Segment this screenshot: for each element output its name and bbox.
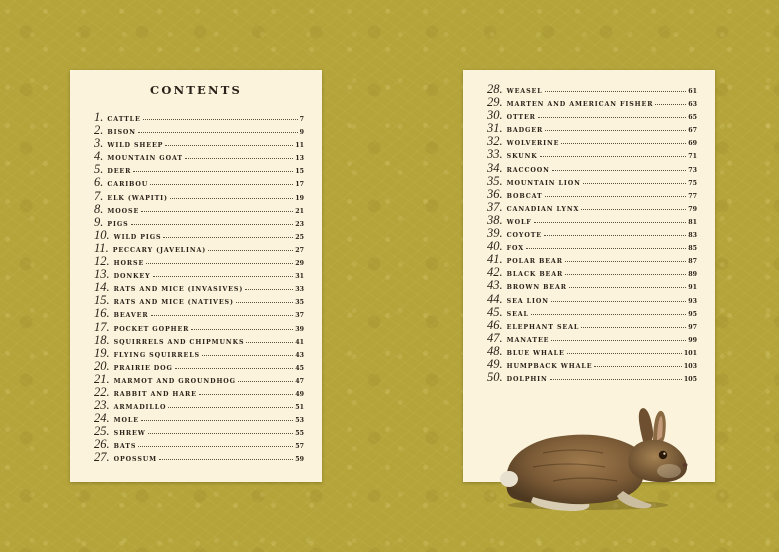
toc-leader-dots (159, 459, 293, 460)
toc-entry-label: SHREW (113, 430, 146, 438)
toc-entry (94, 189, 304, 202)
toc-entry (487, 370, 697, 383)
toc-entry-label: WOLF (506, 218, 532, 226)
toc-entry-page: 57 (295, 443, 304, 451)
toc-entry-number: 43. (487, 278, 503, 293)
toc-entry (94, 411, 304, 424)
toc-entry-number: 46. (487, 317, 503, 332)
toc-entry-label: SQUIRRELS AND CHIPMUNKS (113, 338, 245, 346)
toc-list-left (94, 110, 304, 464)
toc-leader-dots (545, 196, 687, 197)
toc-entry-label: POCKET GOPHER (113, 325, 190, 333)
toc-leader-dots (245, 289, 293, 290)
toc-entry-number: 38. (487, 212, 503, 227)
toc-entry (487, 344, 697, 357)
toc-entry-label: MARTEN AND AMERICAN FISHER (506, 101, 654, 109)
toc-entry-number: 6. (94, 175, 104, 190)
toc-leader-dots (143, 119, 298, 120)
toc-leader-dots (175, 368, 293, 369)
toc-entry-label: BLACK BEAR (506, 271, 564, 279)
toc-leader-dots (165, 145, 293, 146)
toc-entry-label: MOOSE (107, 207, 140, 215)
toc-list-right (487, 82, 697, 383)
toc-leader-dots (202, 355, 293, 356)
toc-leader-dots (131, 224, 294, 225)
toc-entry-page: 41 (295, 338, 304, 346)
toc-entry-number: 31. (487, 121, 503, 136)
toc-entry-page: 83 (688, 232, 697, 240)
toc-leader-dots (552, 170, 686, 171)
toc-entry-page: 63 (688, 101, 697, 109)
toc-entry-label: BISON (107, 129, 136, 137)
toc-entry (94, 123, 304, 136)
toc-entry-label: FOX (506, 245, 525, 253)
toc-entry-number: 47. (487, 330, 503, 345)
toc-entry (487, 357, 697, 370)
toc-entry-label: RATS AND MICE (INVASIVES) (113, 286, 244, 294)
toc-leader-dots (545, 130, 686, 131)
toc-entry-number: 12. (94, 254, 110, 269)
toc-entry-number: 28. (487, 82, 503, 96)
toc-entry (487, 331, 697, 344)
toc-leader-dots (538, 117, 686, 118)
toc-entry-number: 27. (94, 450, 110, 465)
toc-entry-number: 5. (94, 162, 104, 177)
toc-entry-label: PIGS (107, 220, 129, 228)
toc-entry-page: 73 (688, 166, 697, 174)
toc-entry-label: CARIBOU (107, 181, 149, 189)
toc-entry-number: 21. (94, 371, 110, 386)
toc-entry (94, 346, 304, 359)
toc-entry (94, 215, 304, 228)
toc-entry-label: RACCOON (506, 166, 550, 174)
toc-entry-page: 61 (688, 88, 697, 95)
toc-leader-dots (583, 183, 686, 184)
toc-entry-number: 48. (487, 343, 503, 358)
toc-entry-page: 69 (688, 140, 697, 148)
toc-leader-dots (163, 237, 293, 238)
toc-entry-page: 11 (295, 142, 304, 150)
toc-leader-dots (531, 314, 686, 315)
toc-entry-number: 34. (487, 160, 503, 175)
toc-entry-page: 101 (683, 349, 697, 357)
toc-entry-page: 91 (688, 284, 697, 292)
toc-entry-label: BLUE WHALE (506, 349, 565, 357)
toc-entry (487, 226, 697, 239)
toc-entry (94, 450, 304, 463)
toc-entry (94, 293, 304, 306)
toc-entry-page: 67 (688, 127, 697, 135)
toc-leader-dots (545, 91, 687, 92)
toc-entry (94, 280, 304, 293)
toc-entry-label: ARMADILLO (113, 404, 167, 412)
toc-entry-number: 2. (94, 123, 104, 138)
toc-leader-dots (133, 171, 293, 172)
toc-entry-page: 25 (295, 233, 304, 241)
toc-entry-page: 9 (299, 129, 304, 137)
toc-entry-page: 71 (688, 153, 697, 161)
toc-entry-label: OTTER (506, 114, 536, 122)
toc-leader-dots (185, 158, 293, 159)
toc-leader-dots (567, 353, 682, 354)
toc-entry-page: 65 (688, 114, 697, 122)
toc-leader-dots (138, 446, 293, 447)
toc-entry (94, 241, 304, 254)
toc-entry-label: SEAL (506, 310, 529, 318)
toc-entry-page: 21 (295, 207, 304, 215)
toc-leader-dots (141, 420, 293, 421)
toc-entry-number: 26. (94, 437, 110, 452)
toc-entry-page: 51 (295, 404, 304, 412)
toc-entry-label: ELK (WAPITI) (107, 194, 168, 202)
toc-leader-dots (199, 394, 293, 395)
toc-entry (94, 398, 304, 411)
toc-leader-dots (238, 381, 293, 382)
toc-entry-page: 93 (688, 297, 697, 305)
toc-entry (487, 252, 697, 265)
toc-entry (487, 174, 697, 187)
rabbit-nose (683, 463, 688, 467)
toc-entry-label: PECCARY (JAVELINA) (112, 246, 207, 254)
toc-entry-label: HORSE (113, 260, 145, 268)
toc-entry-number: 42. (487, 265, 503, 280)
toc-entry-page: 49 (295, 390, 304, 398)
toc-entry (94, 359, 304, 372)
toc-entry (487, 187, 697, 200)
toc-entry-page: 45 (295, 364, 304, 372)
toc-entry (94, 228, 304, 241)
toc-leader-dots (168, 407, 293, 408)
toc-leader-dots (561, 143, 686, 144)
toc-entry-label: BADGER (506, 127, 544, 135)
toc-entry-number: 9. (94, 214, 104, 229)
toc-leader-dots (655, 104, 686, 105)
toc-entry-number: 16. (94, 306, 110, 321)
toc-entry-label: CANADIAN LYNX (506, 205, 580, 213)
toc-entry-label: SEA LION (506, 297, 549, 305)
toc-entry-page: 103 (683, 362, 697, 370)
toc-entry (94, 333, 304, 346)
rabbit-head (628, 440, 687, 482)
toc-leader-dots (534, 222, 687, 223)
toc-entry (94, 202, 304, 215)
toc-entry-page: 31 (295, 273, 304, 281)
toc-entry-number: 18. (94, 332, 110, 347)
toc-entry-label: COYOTE (506, 232, 542, 240)
toc-entry-label: SKUNK (506, 153, 538, 161)
toc-entry-number: 13. (94, 267, 110, 282)
toc-entry-label: ELEPHANT SEAL (506, 323, 580, 331)
toc-entry-label: CATTLE (107, 116, 141, 123)
toc-entry-page: 85 (688, 245, 697, 253)
toc-entry (94, 267, 304, 280)
toc-entry-number: 15. (94, 293, 110, 308)
toc-leader-dots (551, 340, 686, 341)
toc-entry-number: 3. (94, 136, 104, 151)
toc-entry (487, 108, 697, 121)
toc-entry-label: MANATEE (506, 336, 550, 344)
toc-entry-page: 17 (295, 181, 304, 189)
toc-leader-dots (565, 261, 686, 262)
toc-entry-page: 97 (688, 323, 697, 331)
toc-entry-page: 23 (295, 220, 304, 228)
toc-entry-number: 39. (487, 226, 503, 241)
toc-leader-dots (141, 211, 293, 212)
toc-entry-number: 23. (94, 398, 110, 413)
toc-leader-dots (565, 274, 686, 275)
toc-entry (487, 239, 697, 252)
toc-entry-number: 8. (94, 201, 104, 216)
toc-entry (487, 134, 697, 147)
toc-entry-number: 17. (94, 319, 110, 334)
toc-entry-number: 20. (94, 358, 110, 373)
toc-entry-page: 59 (295, 456, 304, 464)
toc-entry-page: 35 (295, 299, 304, 307)
toc-entry (487, 213, 697, 226)
toc-entry-label: MOLE (113, 417, 139, 425)
toc-entry (487, 318, 697, 331)
toc-entry (487, 82, 697, 95)
toc-leader-dots (208, 250, 293, 251)
toc-entry-label: OPOSSUM (113, 456, 158, 464)
toc-entry-label: POLAR BEAR (506, 258, 563, 266)
toc-entry-number: 4. (94, 149, 104, 164)
toc-entry-page: 43 (295, 351, 304, 359)
toc-entry-label: BOBCAT (506, 192, 543, 200)
toc-leader-dots (569, 287, 686, 288)
toc-leader-dots (153, 276, 294, 277)
toc-entry-label: WILD PIGS (113, 233, 162, 241)
toc-entry-page: 29 (295, 260, 304, 268)
toc-entry-number: 25. (94, 424, 110, 439)
toc-entry (94, 372, 304, 385)
toc-entry-label: WOLVERINE (506, 140, 560, 148)
toc-entry-label: FLYING SQUIRRELS (113, 351, 200, 359)
toc-entry-label: BEAVER (113, 312, 149, 320)
toc-entry-label: RABBIT AND HARE (113, 390, 197, 398)
toc-entry-number: 44. (487, 291, 503, 306)
toc-entry-label: MOUNTAIN LION (506, 179, 581, 187)
toc-entry-number: 22. (94, 384, 110, 399)
toc-entry-page: 27 (295, 246, 304, 254)
toc-entry-label: DONKEY (113, 273, 151, 281)
toc-entry (487, 292, 697, 305)
toc-entry (94, 306, 304, 319)
toc-entry-page: 75 (688, 179, 697, 187)
toc-entry-page: 87 (688, 258, 697, 266)
toc-entry (94, 385, 304, 398)
toc-leader-dots (581, 327, 686, 328)
toc-entry-page: 15 (295, 168, 304, 176)
toc-entry-page: 7 (299, 116, 304, 123)
toc-leader-dots (150, 184, 293, 185)
toc-leader-dots (594, 366, 681, 367)
toc-entry-page: 99 (688, 336, 697, 344)
toc-entry-number: 11. (94, 240, 109, 255)
toc-entry-number: 19. (94, 345, 110, 360)
toc-entry (487, 121, 697, 134)
toc-entry (487, 95, 697, 108)
toc-entry-label: BATS (113, 443, 137, 451)
toc-leader-dots (138, 132, 298, 133)
toc-entry-page: 13 (295, 155, 304, 163)
rabbit-tail (500, 471, 518, 487)
toc-leader-dots (170, 198, 293, 199)
toc-leader-dots (551, 301, 686, 302)
toc-entry-page: 53 (295, 417, 304, 425)
toc-leader-dots (246, 342, 293, 343)
rabbit-eye-highlight (663, 453, 665, 455)
toc-entry (94, 320, 304, 333)
toc-leader-dots (146, 263, 293, 264)
toc-entry (94, 136, 304, 149)
toc-leader-dots (581, 209, 686, 210)
toc-entry-number: 1. (94, 110, 104, 124)
toc-leader-dots (544, 235, 686, 236)
toc-entry (487, 161, 697, 174)
toc-entry-page: 81 (688, 218, 697, 226)
toc-entry-label: MARMOT AND GROUNDHOG (113, 377, 236, 385)
toc-entry (94, 424, 304, 437)
toc-entry-number: 40. (487, 239, 503, 254)
toc-entry-number: 50. (487, 370, 503, 385)
toc-entry-page: 37 (295, 312, 304, 320)
rabbit-ear-back (639, 408, 653, 444)
toc-entry-number: 7. (94, 188, 104, 203)
toc-entry-page: 89 (688, 271, 697, 279)
toc-entry-label: WILD SHEEP (107, 142, 164, 150)
toc-entry-page: 55 (295, 430, 304, 438)
toc-entry (487, 278, 697, 291)
toc-entry (94, 437, 304, 450)
contents-title: CONTENTS (150, 83, 242, 97)
toc-entry-label: WEASEL (506, 88, 543, 95)
toc-entry-number: 41. (487, 252, 503, 267)
toc-leader-dots (550, 379, 682, 380)
toc-entry-number: 36. (487, 186, 503, 201)
toc-entry-number: 45. (487, 304, 503, 319)
toc-entry-number: 24. (94, 411, 110, 426)
toc-entry-number: 32. (487, 134, 503, 149)
toc-entry-label: MOUNTAIN GOAT (107, 155, 183, 163)
toc-entry-number: 29. (487, 95, 503, 110)
toc-entry-page: 77 (688, 192, 697, 200)
toc-entry (487, 200, 697, 213)
toc-entry (487, 147, 697, 160)
toc-leader-dots (236, 302, 293, 303)
toc-entry-page: 47 (295, 377, 304, 385)
toc-entry-number: 10. (94, 227, 110, 242)
toc-leader-dots (191, 329, 293, 330)
rabbit-illustration (493, 405, 693, 513)
toc-entry-label: DOLPHIN (506, 376, 548, 384)
toc-entry-number: 14. (94, 280, 110, 295)
toc-entry-page: 105 (683, 376, 697, 384)
toc-leader-dots (526, 248, 686, 249)
toc-entry-label: DEER (107, 168, 132, 176)
left-page (70, 70, 322, 482)
toc-leader-dots (540, 156, 687, 157)
toc-entry-number: 33. (487, 147, 503, 162)
toc-entry-page: 95 (688, 310, 697, 318)
toc-entry-page: 39 (295, 325, 304, 333)
toc-leader-dots (148, 433, 294, 434)
toc-entry-label: PRAIRIE DOG (113, 364, 173, 372)
toc-entry-number: 30. (487, 108, 503, 123)
toc-entry-label: BROWN BEAR (506, 284, 567, 292)
toc-entry-number: 49. (487, 356, 503, 371)
toc-entry-number: 35. (487, 173, 503, 188)
rabbit-eye (659, 451, 667, 459)
toc-entry (487, 305, 697, 318)
toc-entry-page: 19 (295, 194, 304, 202)
rabbit-cheek (657, 464, 681, 478)
toc-entry-label: HUMPBACK WHALE (506, 362, 593, 370)
toc-entry (94, 149, 304, 162)
toc-entry-page: 33 (295, 286, 304, 294)
toc-entry-label: RATS AND MICE (NATIVES) (113, 299, 234, 307)
toc-entry (94, 175, 304, 188)
toc-entry (94, 110, 304, 123)
toc-leader-dots (151, 315, 294, 316)
toc-entry-number: 37. (487, 199, 503, 214)
toc-entry (94, 254, 304, 267)
toc-entry (94, 162, 304, 175)
toc-entry-page: 79 (688, 205, 697, 213)
toc-entry (487, 265, 697, 278)
